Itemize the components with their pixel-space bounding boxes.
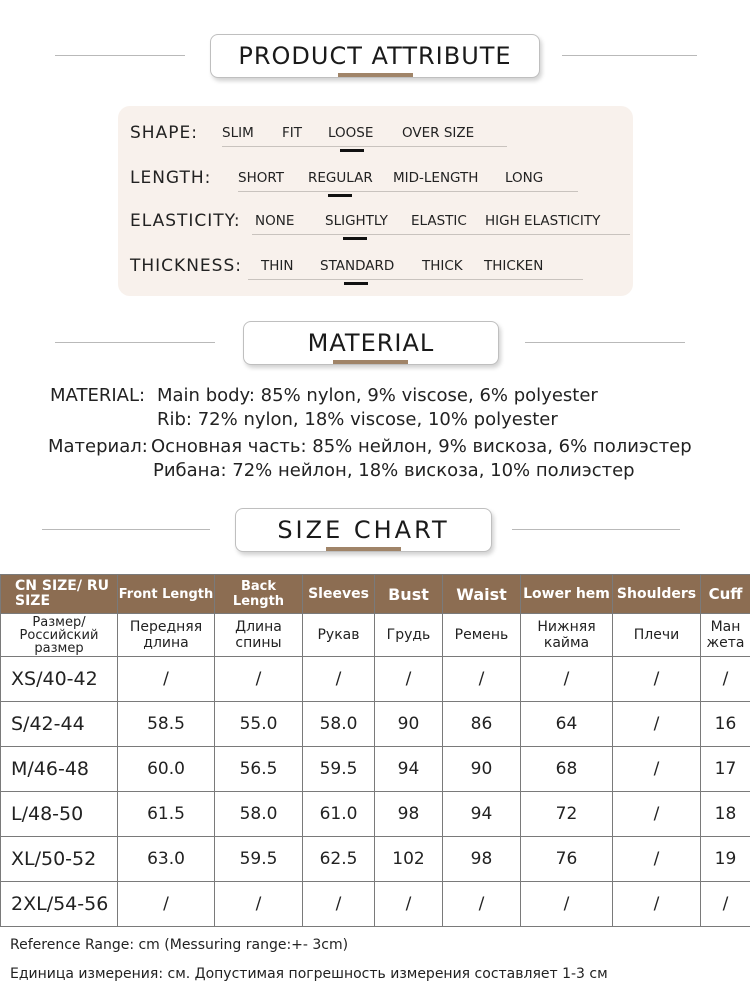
size-cell: M/46-48 bbox=[1, 747, 118, 792]
value-cell: / bbox=[118, 882, 215, 927]
selected-marker bbox=[328, 194, 352, 197]
col-header-ru: Рукав bbox=[303, 614, 375, 657]
material-line-ru-1: Основная часть: 85% нейлон, 9% вискоза, 6% полиэстер bbox=[151, 436, 692, 457]
table-row bbox=[1, 882, 750, 927]
value-cell: 90 bbox=[375, 702, 443, 747]
attr-option-selected: LOOSE bbox=[328, 125, 374, 141]
attribute-title: PRODUCT ATTRIBUTE bbox=[210, 34, 540, 78]
col-header: Cuff bbox=[701, 575, 750, 614]
attr-option: MID-LENGTH bbox=[393, 170, 479, 186]
attr-row-line bbox=[252, 234, 630, 235]
size-cell: S/42-44 bbox=[1, 702, 118, 747]
attr-option: HIGH ELASTICITY bbox=[485, 213, 601, 229]
value-cell: 102 bbox=[375, 837, 443, 882]
col-header-ru: Длина спины bbox=[215, 614, 303, 657]
value-cell: 60.0 bbox=[118, 747, 215, 792]
value-cell: 72 bbox=[521, 792, 613, 837]
value-cell: / bbox=[443, 657, 521, 702]
value-cell: / bbox=[613, 792, 701, 837]
attr-option: FIT bbox=[282, 125, 302, 141]
attr-option-selected: REGULAR bbox=[308, 170, 373, 186]
header-divider-left bbox=[55, 55, 185, 56]
value-cell: 55.0 bbox=[215, 702, 303, 747]
value-cell: 64 bbox=[521, 702, 613, 747]
value-cell: 98 bbox=[443, 837, 521, 882]
table-row bbox=[1, 657, 750, 702]
value-cell: 56.5 bbox=[215, 747, 303, 792]
value-cell: 19 bbox=[701, 837, 750, 882]
value-cell: 58.0 bbox=[215, 792, 303, 837]
selected-marker bbox=[344, 282, 368, 285]
selected-marker bbox=[343, 237, 367, 240]
value-cell: / bbox=[303, 657, 375, 702]
value-cell: / bbox=[701, 657, 750, 702]
col-header-ru: Плечи bbox=[613, 614, 701, 657]
attr-label: SHAPE: bbox=[130, 123, 198, 143]
value-cell: 17 bbox=[701, 747, 750, 792]
attr-option-selected: STANDARD bbox=[320, 258, 395, 274]
title-accent-bar bbox=[333, 360, 408, 364]
attr-label: LENGTH: bbox=[130, 168, 212, 188]
value-cell: / bbox=[521, 657, 613, 702]
size-chart-title: SIZE CHART bbox=[235, 508, 492, 552]
attr-option: SLIM bbox=[222, 125, 254, 141]
value-cell: / bbox=[613, 702, 701, 747]
header-divider-right bbox=[512, 529, 680, 530]
table-row bbox=[1, 702, 750, 747]
attribute-panel bbox=[118, 106, 633, 296]
note-reference-range: Reference Range: cm (Messuring range:+- 3cm) bbox=[10, 937, 349, 953]
table-row bbox=[1, 747, 750, 792]
col-header-ru: Ремень bbox=[443, 614, 521, 657]
value-cell: 68 bbox=[521, 747, 613, 792]
size-cell: XS/40-42 bbox=[1, 657, 118, 702]
attr-option: THICKEN bbox=[484, 258, 544, 274]
table-header-ru bbox=[1, 614, 750, 657]
size-table bbox=[0, 574, 750, 927]
value-cell: / bbox=[443, 882, 521, 927]
col-header-ru: Ман жета bbox=[701, 614, 750, 657]
attr-row-line bbox=[248, 279, 583, 280]
attr-row-line bbox=[222, 146, 507, 147]
material-line-en-1: Main body: 85% nylon, 9% viscose, 6% polyester bbox=[157, 385, 598, 406]
col-header-ru: Грудь bbox=[375, 614, 443, 657]
col-header: Shoulders bbox=[613, 575, 701, 614]
value-cell: 59.5 bbox=[215, 837, 303, 882]
value-cell: / bbox=[118, 657, 215, 702]
value-cell: / bbox=[375, 882, 443, 927]
value-cell: / bbox=[521, 882, 613, 927]
value-cell: 86 bbox=[443, 702, 521, 747]
value-cell: 76 bbox=[521, 837, 613, 882]
value-cell: 18 bbox=[701, 792, 750, 837]
selected-marker bbox=[340, 149, 364, 152]
header-divider-right bbox=[525, 342, 685, 343]
value-cell: / bbox=[375, 657, 443, 702]
header-divider-left bbox=[42, 529, 210, 530]
attr-label: THICKNESS: bbox=[130, 256, 242, 276]
col-header: Lower hem bbox=[521, 575, 613, 614]
col-header: CN SIZE/ RU SIZE bbox=[1, 575, 118, 614]
col-header-ru: Нижняя кайма bbox=[521, 614, 613, 657]
value-cell: / bbox=[613, 837, 701, 882]
value-cell: 94 bbox=[375, 747, 443, 792]
value-cell: / bbox=[701, 882, 750, 927]
material-line-ru-2: Рибана: 72% нейлон, 18% вискоза, 10% полиэстер bbox=[153, 460, 635, 481]
attr-option-selected: SLIGHTLY bbox=[325, 213, 388, 229]
value-cell: 98 bbox=[375, 792, 443, 837]
attr-option: THIN bbox=[261, 258, 294, 274]
attr-label: ELASTICITY: bbox=[130, 211, 241, 231]
col-header: Back Length bbox=[215, 575, 303, 614]
title-accent-bar bbox=[338, 73, 413, 77]
value-cell: / bbox=[303, 882, 375, 927]
material-title: MATERIAL bbox=[243, 321, 499, 365]
attr-option: NONE bbox=[255, 213, 295, 229]
title-accent-bar bbox=[326, 547, 401, 551]
value-cell: 63.0 bbox=[118, 837, 215, 882]
value-cell: / bbox=[613, 657, 701, 702]
col-header: Sleeves bbox=[303, 575, 375, 614]
col-header-ru: Передняя длина bbox=[118, 614, 215, 657]
table-header-en bbox=[1, 575, 750, 614]
attr-option: ELASTIC bbox=[411, 213, 467, 229]
material-line-en-2: Rib: 72% nylon, 18% viscose, 10% polyester bbox=[157, 409, 558, 430]
col-header-ru: Размер/ Российский размер bbox=[1, 614, 118, 657]
header-divider-left bbox=[55, 342, 215, 343]
note-measurement-ru: Единица измерения: см. Допустимая погрешность измерения составляет 1-3 см bbox=[10, 966, 608, 982]
attr-row-line bbox=[238, 191, 578, 192]
value-cell: 58.5 bbox=[118, 702, 215, 747]
value-cell: 61.0 bbox=[303, 792, 375, 837]
size-table-body bbox=[1, 657, 750, 927]
value-cell: 16 bbox=[701, 702, 750, 747]
header-divider-right bbox=[562, 55, 697, 56]
size-cell: XL/50-52 bbox=[1, 837, 118, 882]
col-header: Waist bbox=[443, 575, 521, 614]
attr-option: OVER SIZE bbox=[402, 125, 475, 141]
attr-option: SHORT bbox=[238, 170, 284, 186]
material-label-en: MATERIAL: bbox=[50, 385, 146, 406]
value-cell: / bbox=[215, 657, 303, 702]
value-cell: / bbox=[613, 747, 701, 792]
table-row bbox=[1, 837, 750, 882]
size-cell: L/48-50 bbox=[1, 792, 118, 837]
table-row bbox=[1, 792, 750, 837]
value-cell: / bbox=[215, 882, 303, 927]
value-cell: 61.5 bbox=[118, 792, 215, 837]
value-cell: 94 bbox=[443, 792, 521, 837]
value-cell: 59.5 bbox=[303, 747, 375, 792]
value-cell: 58.0 bbox=[303, 702, 375, 747]
col-header: Bust bbox=[375, 575, 443, 614]
attr-option: THICK bbox=[422, 258, 463, 274]
material-label-ru: Материал: bbox=[48, 436, 148, 457]
col-header: Front Length bbox=[118, 575, 215, 614]
size-cell: 2XL/54-56 bbox=[1, 882, 118, 927]
value-cell: 62.5 bbox=[303, 837, 375, 882]
value-cell: 90 bbox=[443, 747, 521, 792]
value-cell: / bbox=[613, 882, 701, 927]
attr-option: LONG bbox=[505, 170, 544, 186]
